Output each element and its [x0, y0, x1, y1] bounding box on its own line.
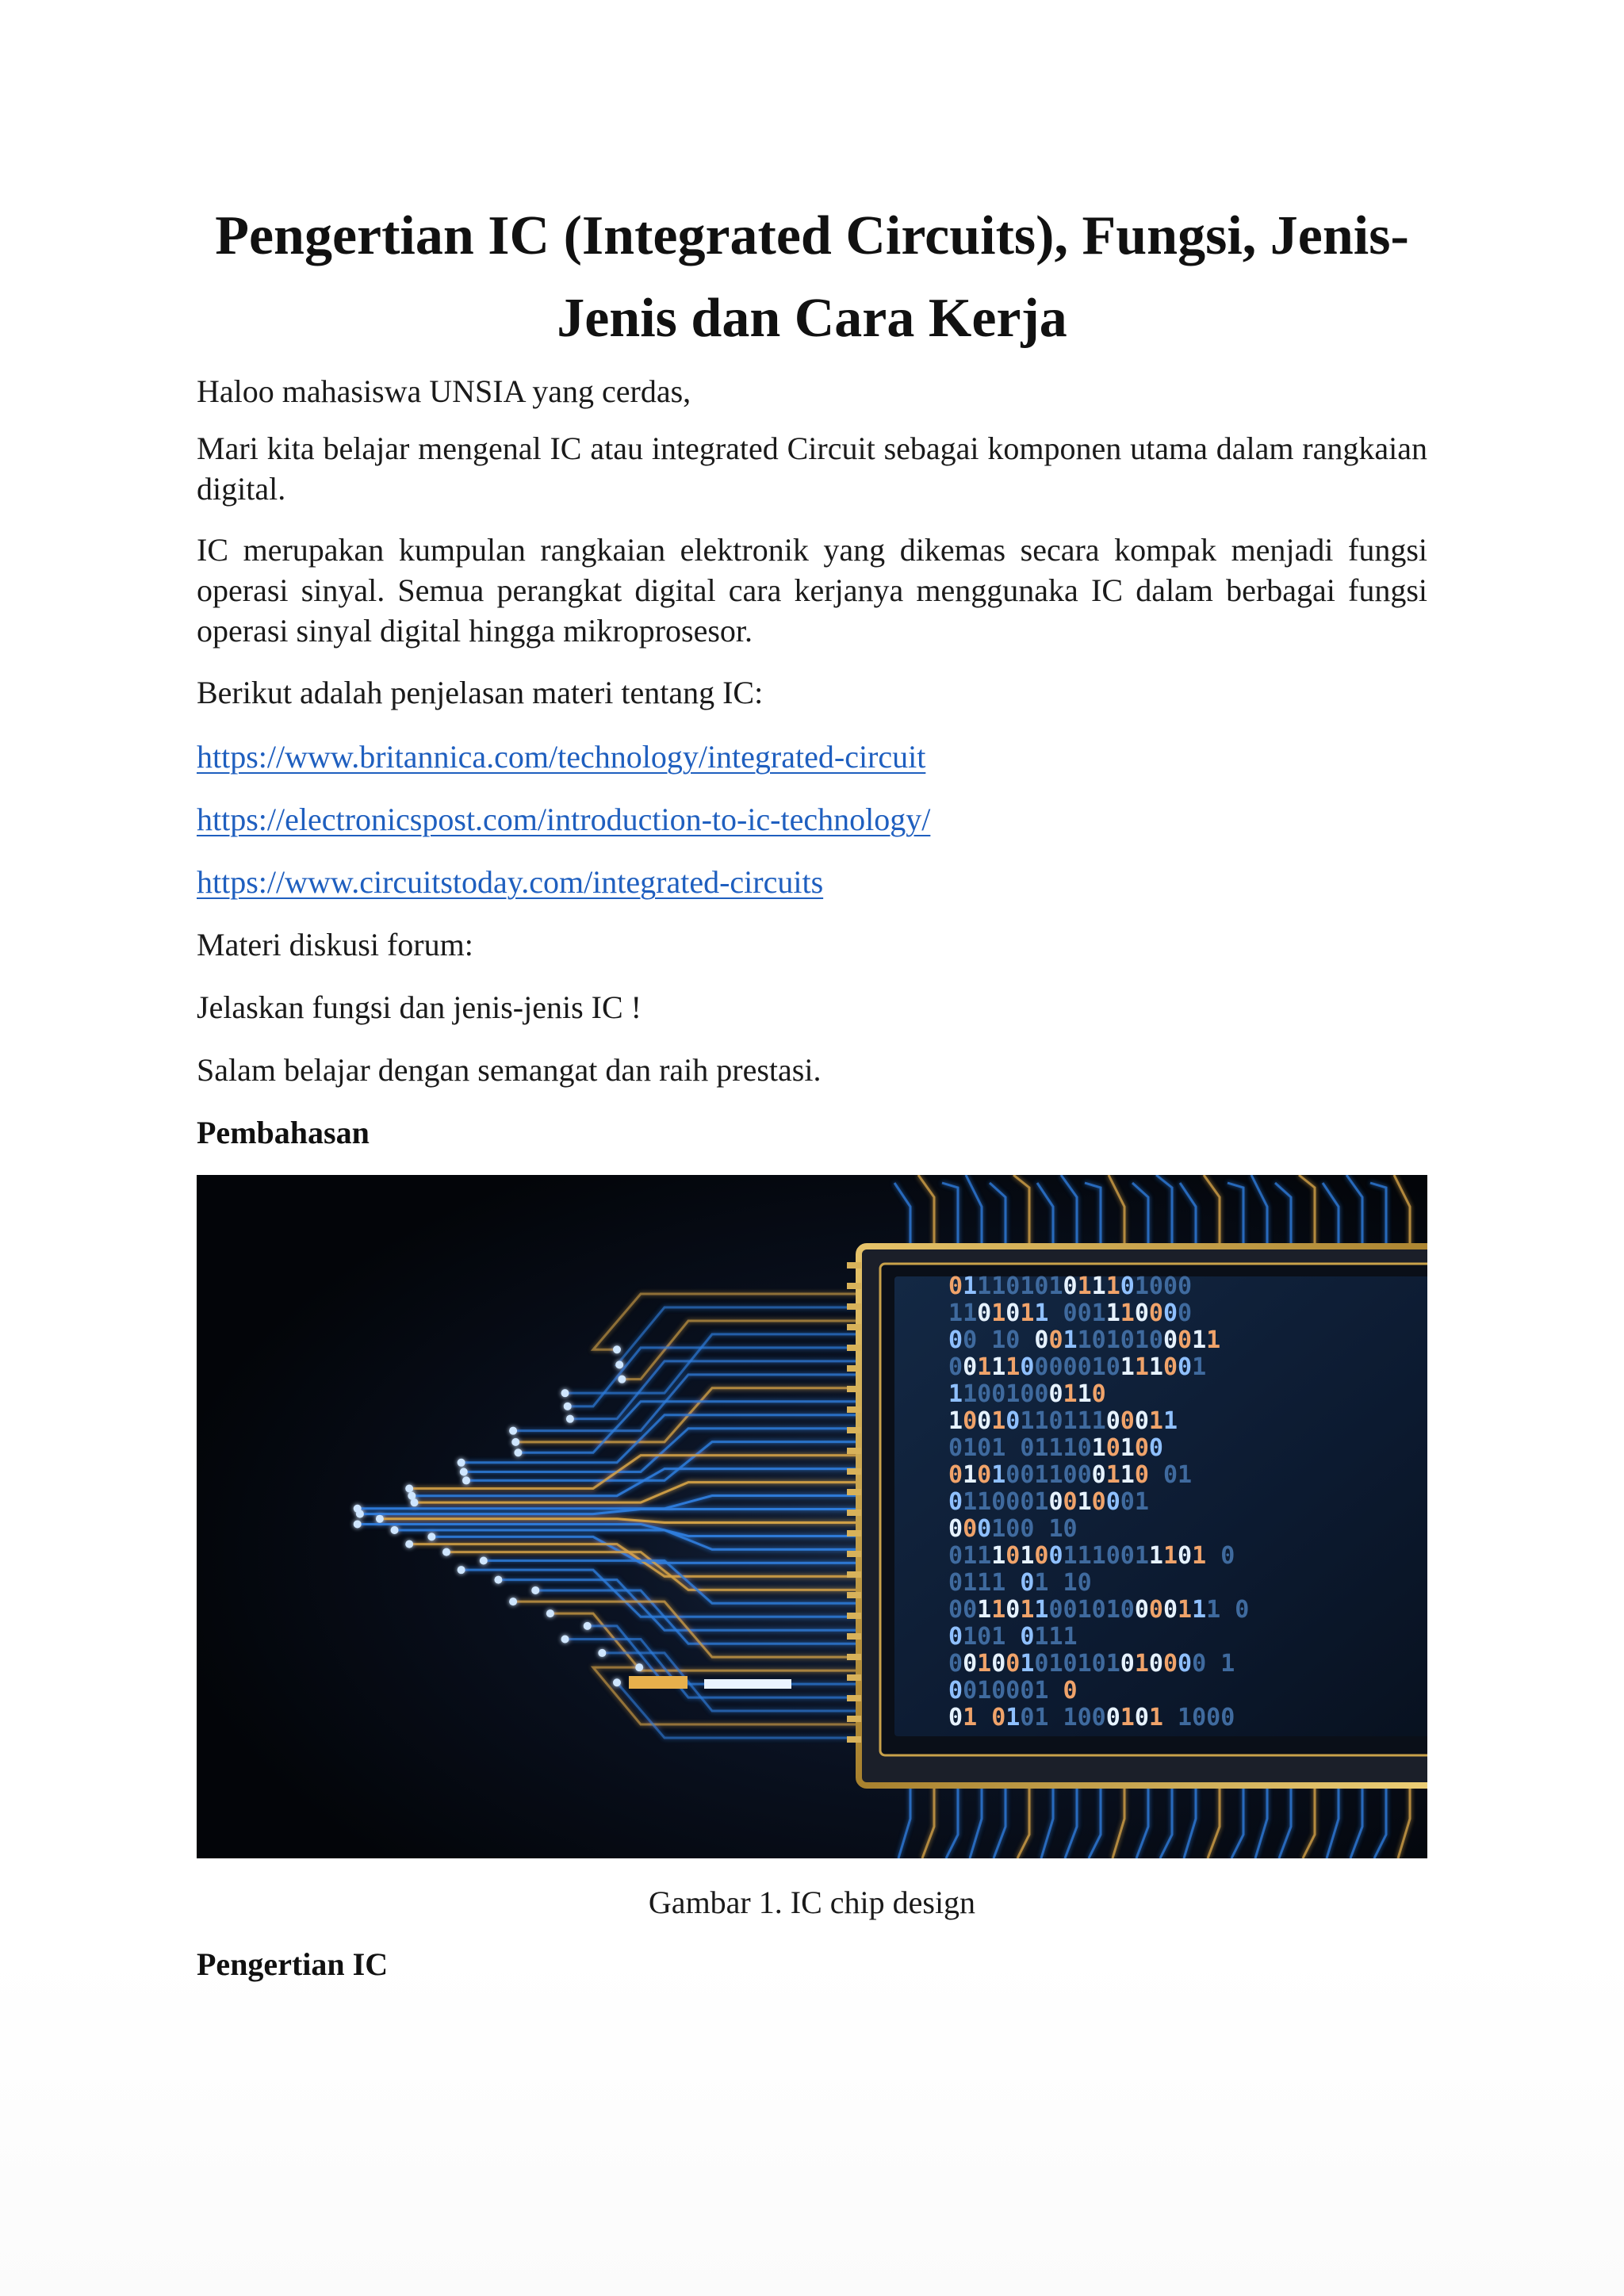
trace-node	[584, 1622, 592, 1630]
chip-pin	[847, 1345, 861, 1351]
trace-node	[458, 1566, 465, 1574]
forum-question-paragraph: Jelaskan fungsi dan jenis-jenis IC !	[197, 989, 642, 1025]
chip-pin	[847, 1406, 861, 1413]
binary-row: 0111 01 10	[948, 1569, 1092, 1597]
trace-node	[509, 1598, 517, 1605]
chip-pin	[847, 1633, 861, 1640]
binary-row: 001001010101010000 1	[948, 1650, 1235, 1678]
binary-row: 1101011 001110000	[948, 1299, 1193, 1327]
link-electronicspost[interactable]: https://electronicspost.com/introduction-to-ic-technology/	[197, 802, 931, 837]
trace-node	[566, 1415, 574, 1423]
trace-node	[509, 1427, 517, 1435]
binary-row: 1001011011100011	[948, 1407, 1178, 1435]
chip-pin	[847, 1592, 861, 1598]
trace-node	[427, 1533, 435, 1540]
definition-paragraph: IC merupakan kumpulan rangkaian elektronik yang dikemas secara kompak menjadi fungsi operasi sinyal. Semua perangkat digital cara kerjanya menggunaka IC dalam berbagai fungsi operasi sinyal digital hingga mikroprosesor.	[197, 532, 1427, 649]
trace-node	[411, 1498, 419, 1506]
trace-node	[615, 1360, 623, 1368]
chip-pin	[847, 1530, 861, 1536]
chip-pin	[847, 1695, 861, 1701]
binary-row: 011101001110011101 0	[948, 1542, 1235, 1570]
chip-pin	[847, 1262, 861, 1269]
trace-node	[356, 1510, 364, 1518]
heading-pembahasan: Pembahasan	[197, 1115, 370, 1150]
binary-row: 01 0101 1000101 1000	[948, 1704, 1235, 1732]
trace-node	[354, 1520, 362, 1528]
chip-pin	[847, 1303, 861, 1310]
link-britannica[interactable]: https://www.britannica.com/technology/integrated-circuit	[197, 739, 926, 775]
figure-caption: Gambar 1. IC chip design	[648, 1885, 976, 1920]
trace-node	[564, 1402, 572, 1410]
binary-row: 0101 0111	[948, 1623, 1078, 1651]
trace-node	[511, 1438, 519, 1446]
gold-pad	[629, 1676, 688, 1689]
chip-pin	[847, 1736, 861, 1743]
trace-node	[618, 1376, 626, 1383]
trace-node	[391, 1526, 399, 1534]
trace-node	[546, 1609, 554, 1617]
binary-row: 01100010010001	[948, 1488, 1149, 1516]
trace-node	[613, 1678, 621, 1686]
closing-paragraph: Salam belajar dengan semangat dan raih prestasi.	[197, 1052, 822, 1088]
trace-node	[462, 1476, 470, 1484]
chip-pin	[847, 1613, 861, 1619]
ic-chip-illustration	[197, 1175, 1427, 1858]
trace-node	[561, 1635, 569, 1643]
chip-pin	[847, 1386, 861, 1392]
link-circuitstoday[interactable]: https://www.circuitstoday.com/integrated-circuits	[197, 864, 824, 900]
trace-node	[635, 1663, 643, 1671]
intro-paragraph: Mari kita belajar mengenal IC atau integrated Circuit sebagai komponen utama dalam rangkaian digital.	[197, 430, 1427, 507]
chip-pin	[847, 1468, 861, 1475]
binary-row: 000100 10	[948, 1515, 1078, 1543]
trace-node	[442, 1548, 450, 1556]
chip-pin	[847, 1716, 861, 1722]
greeting-paragraph: Haloo mahasiswa UNSIA yang cerdas,	[197, 373, 691, 409]
forum-label-paragraph: Materi diskusi forum:	[197, 927, 473, 962]
ic-chip-image	[197, 1175, 1427, 1858]
binary-row: 001110000010111001	[948, 1353, 1207, 1381]
white-pad	[704, 1679, 791, 1689]
trace-node	[531, 1586, 539, 1594]
binary-row: 11001000110	[948, 1380, 1106, 1408]
chip-pin	[847, 1654, 861, 1660]
trace-node	[405, 1540, 413, 1548]
chip-pin	[847, 1551, 861, 1557]
binary-row: 00 10 0011010100011	[948, 1326, 1221, 1354]
chip-pin	[847, 1510, 861, 1516]
chip-pin	[847, 1427, 861, 1433]
chip-pin	[847, 1674, 861, 1681]
trace-node	[561, 1389, 569, 1397]
chip-pin	[847, 1571, 861, 1578]
page-title: Pengertian IC (Integrated Circuits), Fungsi, Jenis-Jenis dan Cara Kerja	[215, 205, 1409, 349]
trace-node	[405, 1484, 413, 1492]
trace-node	[480, 1556, 488, 1564]
chip-pin	[847, 1489, 861, 1495]
trace-node	[460, 1468, 468, 1476]
chip-pin	[847, 1448, 861, 1454]
trace-node	[494, 1576, 502, 1584]
chip-pin	[847, 1324, 861, 1330]
trace-node	[514, 1448, 522, 1456]
chip-pin	[847, 1365, 861, 1372]
chip-pin	[847, 1283, 861, 1289]
trace-node	[376, 1515, 384, 1523]
binary-row: 0101 0111010100	[948, 1434, 1163, 1462]
trace-node	[598, 1649, 606, 1657]
materials-intro-paragraph: Berikut adalah penjelasan materi tentang IC:	[197, 675, 764, 710]
trace-node	[613, 1345, 621, 1353]
binary-row: 0010001 0	[948, 1677, 1078, 1705]
trace-node	[458, 1459, 465, 1467]
binary-row: 0011011001010000111 0	[948, 1596, 1250, 1624]
binary-row: 01110101011101000	[948, 1272, 1193, 1300]
binary-row: 01010011000110 01	[948, 1461, 1193, 1489]
heading-pengertian-ic: Pengertian IC	[197, 1946, 389, 1982]
